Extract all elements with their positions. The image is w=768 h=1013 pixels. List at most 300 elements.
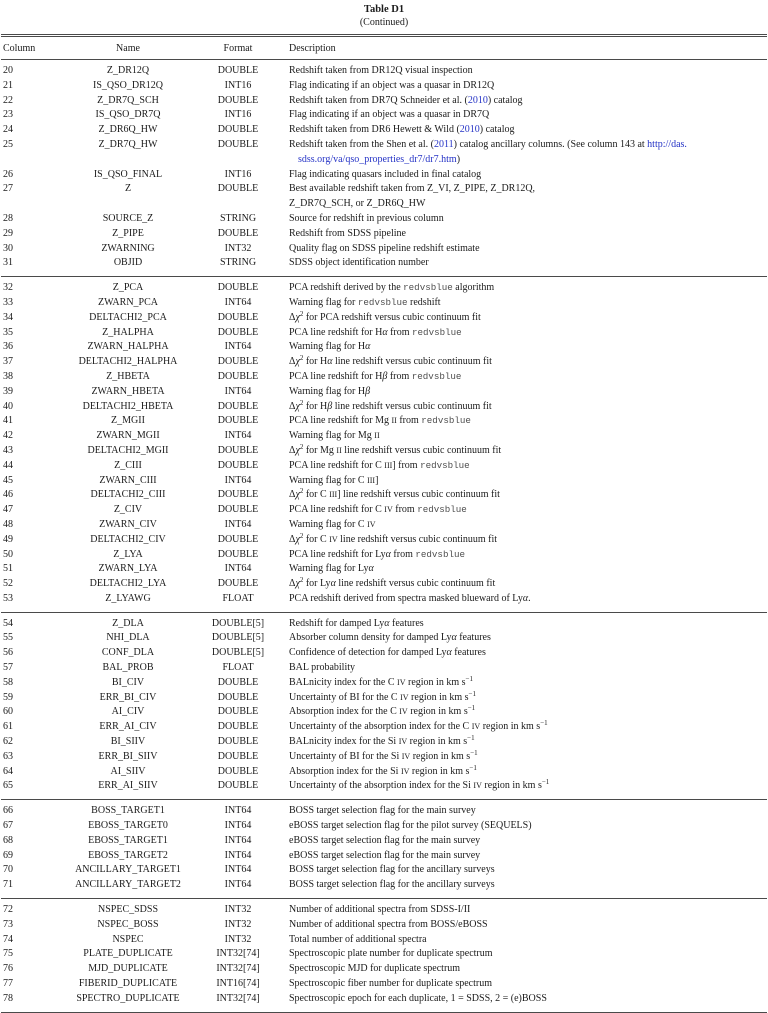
header-description: Description [275, 36, 767, 60]
reference-link[interactable]: 2011 [433, 138, 454, 150]
column-name-cell: DELTACHI2_CIII [90, 489, 166, 501]
column-number-cell: 46 [3, 489, 13, 501]
column-name-cell: DELTACHI2_MGII [87, 444, 169, 456]
column-description-cell: Redshift taken from DR6 Hewett & Wild (2010) catalog [289, 124, 515, 136]
column-number-cell: 36 [3, 341, 13, 353]
column-number-cell: 33 [3, 296, 13, 308]
column-name-cell: NHI_DLA [106, 632, 150, 644]
column-format-cell: DOUBLE [217, 691, 259, 703]
column-format-cell: INT32[74] [216, 963, 260, 975]
column-number-cell: 75 [3, 948, 13, 960]
column-format-cell: DOUBLE [217, 311, 259, 323]
column-name-cell: DELTACHI2_HBETA [82, 400, 174, 412]
column-format-cell: DOUBLE [217, 548, 259, 560]
table-row [1, 947, 767, 962]
column-description-cell: PCA line redshift for C III] from redvsblue [289, 459, 470, 471]
column-number-cell: 63 [3, 750, 13, 762]
styled-text: α [365, 341, 371, 353]
column-name-cell: EBOSS_TARGET1 [88, 834, 168, 846]
column-name-cell: Z_DR7Q_SCH [97, 94, 159, 106]
column-format-cell: DOUBLE [217, 721, 259, 733]
column-number-cell: 48 [3, 518, 13, 530]
styled-text: 2 [299, 354, 304, 363]
table-row [1, 370, 767, 385]
column-format-cell: INT64 [224, 518, 252, 530]
column-format-cell: DOUBLE [217, 400, 259, 412]
column-description-cell: $\Delta\chi^2$ for C IV line redshift versus cubic continuum fit [289, 531, 498, 545]
column-description-cell: PCA line redshift for Lyα from redvsblue [289, 548, 465, 560]
catalog-column-table [1, 34, 767, 1013]
column-name-cell: FIBERID_DUPLICATE [78, 978, 178, 990]
column-name-cell: ZWARN_MGII [96, 430, 160, 442]
column-description-cell: PCA line redshift for Mg II from redvsblue [289, 415, 471, 427]
column-format-cell: DOUBLE [217, 282, 259, 294]
column-description-cell: $\Delta\chi^2$ for Mg II line redshift versus cubic continuum fit [289, 442, 502, 456]
column-format-cell: INT32 [224, 904, 252, 916]
column-number-cell: 57 [3, 662, 13, 674]
column-name-cell: ZWARN_CIII [99, 474, 157, 486]
styled-text: χ [295, 311, 300, 323]
styled-text: χ [295, 444, 300, 456]
table-row [1, 385, 767, 400]
column-description-cell: Redshift from SDSS pipeline [289, 227, 406, 239]
column-format-cell: STRING [219, 257, 257, 269]
column-name-cell: ZWARN_HBETA [91, 385, 165, 397]
column-format-cell: INT32 [224, 918, 252, 930]
table-group [1, 612, 767, 800]
styled-text: −1 [467, 734, 475, 743]
column-number-cell: 43 [3, 444, 13, 456]
column-description-cell: PCA line redshift for C IV from redvsblue [289, 504, 467, 516]
table-row [1, 691, 767, 706]
column-description-cell: $\Delta\chi^2$ for Hα line redshift versus cubic continuum fit [289, 354, 492, 368]
table-row [1, 429, 767, 444]
styled-text: II [391, 416, 397, 426]
column-number-cell: 78 [3, 992, 13, 1004]
column-description-cell: Quality flag on SDSS pipeline redshift estimate [289, 242, 480, 254]
table-group [1, 60, 767, 277]
column-name-cell: SOURCE_Z [102, 212, 154, 224]
reference-link[interactable]: 2010 [467, 94, 488, 106]
column-name-cell: NSPEC_SDSS [97, 904, 159, 916]
column-number-cell: 68 [3, 834, 13, 846]
column-number-cell: 31 [3, 257, 13, 269]
table-row [1, 340, 767, 355]
table-row [1, 765, 767, 780]
table-row [1, 414, 767, 429]
column-number-cell: 23 [3, 109, 13, 121]
column-description-cell: BALnicity index for the C IV region in km $s^{-1}$ [289, 674, 473, 688]
column-format-cell: INT64 [224, 820, 252, 832]
table-row [1, 631, 767, 646]
column-number-cell: 50 [3, 548, 13, 560]
column-description-cell: Warning flag for Hβ [289, 385, 371, 397]
column-description-cell: Warning flag for redvsblue redshift [289, 296, 441, 308]
column-description-cell: PCA line redshift for Hα from redvsblue [289, 326, 462, 338]
column-name-cell: EBOSS_TARGET2 [88, 849, 168, 861]
column-number-cell: 38 [3, 370, 13, 382]
reference-link[interactable]: sdss.org/va/qso_properties_dr7/dr7.htm [298, 153, 457, 165]
column-format-cell: INT32 [224, 242, 252, 254]
column-description-cell: Uncertainty of BI for the C IV region in km $s^{-1}$ [289, 689, 476, 703]
column-name-cell: DELTACHI2_PCA [89, 311, 167, 323]
code-text: redvsblue [417, 504, 467, 516]
column-description-cell: $\Delta\chi^2$ for PCA redshift versus cubic continuum fit [289, 309, 481, 323]
table-row [1, 60, 767, 79]
table-row [1, 518, 767, 533]
column-format-cell: INT64 [224, 834, 252, 846]
table-row [1, 918, 767, 933]
table-group [1, 899, 767, 1013]
table-row [1, 735, 767, 750]
table-group [1, 800, 767, 899]
table-row [1, 400, 767, 415]
table-row [1, 705, 767, 720]
table-row [1, 592, 767, 612]
styled-text: −1 [470, 748, 478, 757]
styled-text: 2 [299, 398, 304, 407]
code-text: redvsblue [411, 370, 462, 382]
column-number-cell: 49 [3, 533, 13, 545]
column-description-cell: Redshift for damped Lyα features [289, 617, 424, 629]
styled-text: β [365, 385, 371, 397]
column-description-cell: Best available redshift taken from Z_VI, Z_PIPE, Z_DR12Q, Z_DR7Q_SCH, or Z_DR6Q_HW [289, 183, 536, 210]
code-text: redvsblue [357, 296, 408, 308]
column-format-cell: INT32[74] [216, 992, 260, 1004]
column-description-cell: Source for redshift in previous column [289, 212, 444, 224]
styled-text: χ [295, 400, 300, 412]
column-description-cell: PCA redshift derived from spectra masked blueward of Lyα. [289, 592, 531, 604]
column-number-cell: 62 [3, 736, 13, 748]
table-row [1, 326, 767, 341]
column-number-cell: 40 [3, 400, 13, 412]
column-description-cell: Number of additional spectra from BOSS/eBOSS [289, 918, 488, 930]
header-row [1, 36, 767, 60]
column-name-cell: ANCILLARY_TARGET1 [75, 864, 181, 876]
styled-text: α [385, 548, 391, 560]
column-number-cell: 74 [3, 933, 13, 945]
styled-text: II [374, 431, 380, 441]
column-name-cell: Z_CIV [113, 504, 143, 516]
styled-text: −1 [541, 778, 550, 787]
column-description-cell: eBOSS target selection flag for the pilot survey (SEQUELS) [289, 820, 532, 832]
column-name-cell: EBOSS_TARGET0 [88, 820, 168, 832]
table-row [1, 503, 767, 518]
column-description-cell: Spectroscopic plate number for duplicate spectrum [289, 948, 493, 960]
column-format-cell: DOUBLE [217, 94, 259, 106]
table-row [1, 168, 767, 183]
column-format-cell: INT64 [224, 474, 252, 486]
column-format-cell: INT64 [224, 430, 252, 442]
table-row [1, 562, 767, 577]
table-row [1, 212, 767, 227]
table-row [1, 182, 767, 212]
table-row [1, 138, 767, 168]
column-number-cell: 64 [3, 765, 13, 777]
column-name-cell: ERR_BI_SIIV [98, 750, 158, 762]
column-name-cell: Z_CIII [114, 459, 142, 471]
column-format-cell: DOUBLE [217, 736, 259, 748]
styled-text: β [382, 370, 388, 382]
column-number-cell: 35 [3, 326, 13, 338]
column-format-cell: DOUBLE [217, 504, 259, 516]
column-format-cell: DOUBLE [217, 326, 259, 338]
header-column-number: Column [1, 36, 55, 60]
column-name-cell: Z_LYA [113, 548, 143, 560]
column-number-cell: 65 [3, 780, 13, 792]
column-description-cell: Warning flag for C IV [289, 518, 376, 530]
column-name-cell: NSPEC [112, 933, 144, 945]
table-row [1, 646, 767, 661]
column-number-cell: 24 [3, 124, 13, 136]
styled-text: α [327, 356, 333, 368]
column-description-cell: BAL probability [289, 662, 356, 674]
table-row [1, 474, 767, 489]
column-name-cell: BAL_PROB [102, 662, 154, 674]
styled-text: χ [295, 489, 300, 501]
column-format-cell: INT64 [224, 296, 252, 308]
table-row [1, 108, 767, 123]
column-description-cell: Warning flag for C III] [289, 474, 379, 486]
table-row [1, 227, 767, 242]
column-format-cell: INT64 [224, 849, 252, 861]
column-number-cell: 76 [3, 963, 13, 975]
column-format-cell: INT16 [224, 168, 252, 180]
table-row [1, 661, 767, 676]
column-number-cell: 29 [3, 227, 13, 239]
column-name-cell: ZWARN_LYA [98, 563, 158, 575]
styled-text: −1 [540, 719, 548, 728]
column-format-cell: INT32[74] [216, 948, 260, 960]
column-name-cell: Z_PIPE [112, 227, 144, 239]
column-format-cell: DOUBLE [217, 765, 259, 777]
column-name-cell: Z_HALPHA [102, 326, 154, 338]
styled-text: IV [384, 505, 393, 515]
code-text: redvsblue [403, 282, 453, 294]
table-row [1, 933, 767, 948]
styled-text: IV [398, 737, 408, 747]
column-format-cell: DOUBLE [217, 124, 259, 136]
column-number-cell: 21 [3, 79, 13, 91]
styled-text: α [384, 617, 390, 629]
column-name-cell: Z_HBETA [106, 370, 150, 382]
column-name-cell: PLATE_DUPLICATE [83, 948, 173, 960]
column-format-cell: INT16[74] [216, 978, 260, 990]
column-description-cell: Redshift taken from the Shen et al. (2011) catalog ancillary columns. (See column 143 at http://das. sdss.org/va/qso_properties_dr7/dr7.htm) [289, 138, 687, 165]
column-description-cell: Redshift taken from DR12Q visual inspection [289, 65, 473, 76]
column-name-cell: DELTACHI2_CIV [90, 533, 166, 545]
column-number-cell: 42 [3, 430, 13, 442]
styled-text: IV [397, 677, 406, 687]
column-number-cell: 72 [3, 904, 13, 916]
table-row [1, 962, 767, 977]
styled-text: α [446, 647, 452, 659]
column-name-cell: ZWARN_CIV [99, 518, 157, 530]
column-description-cell: Flag indicating quasars included in final catalog [289, 168, 482, 180]
table-row [1, 899, 767, 918]
code-text: redvsblue [412, 326, 462, 338]
column-format-cell: INT16 [224, 79, 252, 91]
styled-text: α [522, 592, 529, 604]
table-row [1, 277, 767, 296]
header-name: Name [55, 36, 201, 60]
column-description-cell: Uncertainty of the absorption index for the C IV region in km $s^{-1}$ [289, 719, 548, 733]
column-name-cell: DELTACHI2_HALPHA [78, 356, 178, 368]
column-name-cell: Z_MGII [111, 415, 145, 427]
column-format-cell: INT64 [224, 563, 252, 575]
table-row [1, 94, 767, 109]
column-name-cell: IS_QSO_DR12Q [92, 79, 163, 91]
styled-text: χ [295, 356, 300, 368]
styled-text: III [384, 460, 393, 470]
column-format-cell: INT32 [224, 933, 252, 945]
column-number-cell: 59 [3, 691, 13, 703]
reference-link[interactable]: 2010 [459, 124, 480, 136]
table-subtitle: (Continued) [359, 17, 409, 28]
styled-text: α [451, 632, 457, 644]
column-description-cell: eBOSS target selection flag for the main survey [289, 849, 481, 861]
column-description-cell: Uncertainty of BI for the Si IV region in km $s^{-1}$ [289, 748, 478, 762]
column-format-cell: DOUBLE [217, 227, 259, 239]
styled-text: α [330, 578, 336, 590]
column-format-cell: FLOAT [222, 662, 254, 674]
column-number-cell: 22 [3, 94, 13, 106]
column-description-cell: Flag indicating if an object was a quasar in DR7Q [289, 109, 490, 121]
code-text: redvsblue [415, 548, 465, 560]
styled-text: −1 [468, 689, 476, 698]
column-name-cell: IS_QSO_FINAL [93, 168, 163, 180]
table-row [1, 577, 767, 592]
column-number-cell: 69 [3, 849, 13, 861]
column-number-cell: 47 [3, 504, 13, 516]
column-number-cell: 67 [3, 820, 13, 832]
column-format-cell: DOUBLE [217, 444, 259, 456]
column-name-cell: Z_DLA [112, 617, 144, 629]
table-title: Table D1 [363, 4, 405, 15]
column-description-cell: SDSS object identification number [289, 257, 429, 269]
styled-text: 2 [299, 531, 304, 540]
column-name-cell: AI_CIV [111, 706, 145, 718]
column-description-cell: Absorber column density for damped Lyα features [289, 632, 491, 644]
column-description-cell: $\Delta\chi^2$ for Hβ line redshift versus cubic continuum fit [289, 398, 492, 412]
table-row [1, 819, 767, 834]
column-description-cell: Confidence of detection for damped Lyα features [289, 647, 486, 659]
table-row [1, 444, 767, 459]
column-number-cell: 55 [3, 632, 13, 644]
column-format-cell: DOUBLE[5] [211, 647, 265, 659]
table-row [1, 355, 767, 370]
column-description-cell: BOSS target selection flag for the ancillary surveys [289, 864, 495, 876]
styled-text: II [336, 445, 342, 455]
column-name-cell: Z_PCA [112, 282, 144, 294]
column-format-cell: DOUBLE [217, 459, 259, 471]
column-format-cell: INT64 [224, 864, 252, 876]
styled-text: −1 [465, 674, 473, 683]
column-description-cell: Absorption index for the C IV region in km $s^{-1}$ [289, 704, 476, 718]
column-description-cell: Absorption index for the Si IV region in km $s^{-1}$ [289, 763, 477, 777]
column-format-cell: DOUBLE [217, 706, 259, 718]
column-name-cell: ZWARNING [101, 242, 155, 254]
styled-text: −1 [467, 704, 476, 713]
column-number-cell: 71 [3, 879, 13, 891]
column-number-cell: 51 [3, 563, 13, 575]
reference-link[interactable]: http://das. [647, 138, 687, 150]
styled-text: IV [329, 534, 338, 544]
table-row [1, 800, 767, 819]
column-name-cell: ZWARN_PCA [97, 296, 158, 308]
table-row [1, 750, 767, 765]
styled-text: III [329, 490, 338, 500]
table-row [1, 459, 767, 474]
column-format-cell: DOUBLE [217, 676, 259, 688]
styled-text: α [368, 563, 374, 575]
column-number-cell: 37 [3, 356, 13, 368]
table-row [1, 779, 767, 799]
column-name-cell: ERR_AI_SIIV [98, 780, 158, 792]
styled-text: χ [295, 533, 300, 545]
column-name-cell: ERR_BI_CIV [99, 691, 157, 703]
table-row [1, 79, 767, 94]
column-description-cell: Warning flag for Mg II [289, 430, 380, 442]
table-row [1, 256, 767, 276]
column-format-cell: DOUBLE [217, 356, 259, 368]
styled-text: 2 [299, 309, 304, 318]
styled-text: 2 [299, 442, 304, 451]
styled-text: III [367, 475, 376, 485]
styled-text: IV [399, 707, 408, 717]
styled-text: χ [295, 578, 300, 590]
column-number-cell: 60 [3, 706, 13, 718]
column-description-cell: Number of additional spectra from SDSS-I/II [289, 904, 471, 916]
column-name-cell: Z_DR12Q [106, 65, 150, 76]
styled-text: α [382, 326, 388, 338]
column-format-cell: DOUBLE[5] [211, 617, 265, 629]
column-format-cell: DOUBLE [217, 370, 259, 382]
column-format-cell: INT64 [224, 879, 252, 891]
table-row [1, 720, 767, 735]
column-number-cell: 41 [3, 415, 13, 427]
column-description-cell: Total number of additional spectra [289, 933, 427, 945]
column-name-cell: CONF_DLA [101, 647, 155, 659]
table-row [1, 863, 767, 878]
column-number-cell: 32 [3, 282, 13, 294]
column-description-cell: Uncertainty of the absorption index for the Si IV region in km $s^{-1}$ [289, 778, 550, 792]
column-name-cell: Z_DR7Q_HW [98, 138, 158, 150]
styled-text: IV [400, 692, 409, 702]
column-format-cell: DOUBLE [217, 65, 259, 76]
column-description-cell: BOSS target selection flag for the ancillary surveys [289, 879, 495, 891]
column-number-cell: 53 [3, 592, 13, 604]
table-row [1, 533, 767, 548]
column-description-cell: BOSS target selection flag for the main survey [289, 805, 476, 817]
column-number-cell: 66 [3, 805, 13, 817]
column-format-cell: DOUBLE [217, 489, 259, 501]
column-name-cell: AI_SIIV [110, 765, 146, 777]
column-format-cell: DOUBLE [217, 533, 259, 545]
column-name-cell: IS_QSO_DR7Q [95, 109, 161, 121]
table-row [1, 676, 767, 691]
column-format-cell: STRING [219, 212, 257, 224]
table-row [1, 311, 767, 326]
column-name-cell: ERR_AI_CIV [99, 721, 157, 733]
column-format-cell: DOUBLE [217, 183, 259, 195]
column-number-cell: 28 [3, 212, 13, 224]
column-number-cell: 30 [3, 242, 13, 254]
column-format-cell: DOUBLE [217, 578, 259, 590]
table-header [1, 36, 767, 60]
column-description-cell: Redshift taken from DR7Q Schneider et al. (2010) catalog [289, 94, 523, 106]
styled-text: IV [367, 519, 376, 529]
